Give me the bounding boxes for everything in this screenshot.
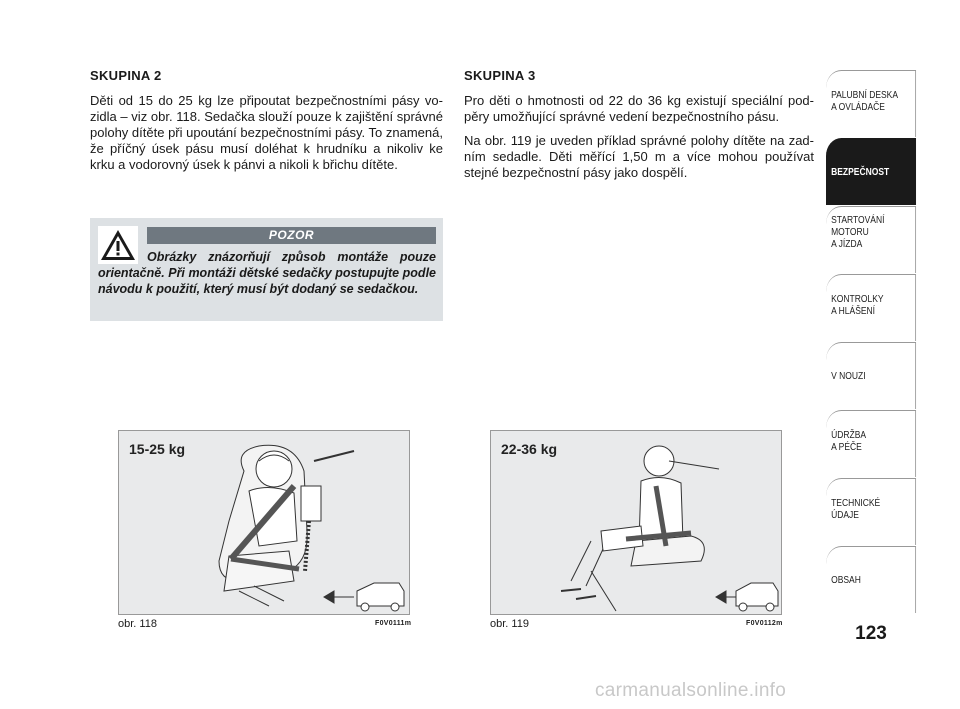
page-number: 123 — [855, 623, 887, 644]
section-paragraph: Pro děti o hmotnosti od 22 do 36 kg existují speciální podpěry umožňující správné vedení bezpečnostního pásu. — [464, 93, 814, 124]
warning-text: Obrázky znázorňují způsob montáže pouze orientačně. Při montáži dětské sedačky postupujte podle návodu k použití, který musí být dodaný se sedačkou. — [98, 250, 436, 296]
child-booster-illustration — [491, 431, 781, 614]
section-paragraph: Na obr. 119 je uveden příklad správné polohy dítěte na zadním sedadle. Děti měřící 1,50 m a více mohou používat stejné bezpečnostní pásy jako dospělí. — [464, 133, 814, 180]
section-heading: SKUPINA 2 — [90, 68, 162, 83]
watermark: carmanualsonline.info — [595, 680, 787, 701]
figure-118 — [118, 430, 410, 615]
tab-startovani[interactable]: STARTOVÁNÍ MOTORU A JÍZDA — [826, 206, 916, 273]
chapter-sidebar — [826, 70, 916, 614]
figure-code: F0V0111m — [375, 620, 412, 627]
figure-caption: obr. 119 — [490, 618, 529, 630]
figure-weight-label: 15-25 kg — [129, 441, 186, 457]
section-skupina-3 — [464, 68, 814, 189]
warning-box — [90, 218, 443, 321]
warning-header: POZOR — [147, 227, 436, 244]
tab-udrzba[interactable]: ÚDRŽBA A PÉČE — [826, 410, 916, 477]
figure-weight-label: 22-36 kg — [501, 441, 558, 457]
tab-technicke-udaje[interactable]: TECHNICKÉ ÚDAJE — [826, 478, 916, 545]
figure-code: F0V0112m — [746, 620, 783, 627]
figure-caption: obr. 118 — [118, 618, 157, 630]
section-body: Děti od 15 do 25 kg lze připoutat bezpečnostními pásy vozidla – viz obr. 118. Sedačka slouží pouze k zajištění správné polohy dítěte při upoutání bezpečnostními pásy. To znamená, že příčný úsek pásu musí doléhat k hrudníku a nikoliv ke krku a vodorovný úsek k pánvi a nikoli k břichu dítěte. — [90, 93, 443, 172]
tab-kontrolky[interactable]: KONTROLKY A HLÁŠENÍ — [826, 274, 916, 341]
figure-119 — [490, 430, 782, 615]
tab-bezpecnost[interactable]: BEZPEČNOST — [826, 138, 916, 205]
car-direction-icon — [716, 583, 778, 611]
car-direction-icon — [324, 583, 404, 611]
section-skupina-2 — [90, 68, 443, 181]
section-heading: SKUPINA 3 — [464, 68, 536, 83]
tab-obsah[interactable]: OBSAH — [826, 546, 916, 613]
tab-palubni-deska[interactable]: PALUBNÍ DESKA A OVLÁDAČE — [826, 70, 916, 137]
child-seat-illustration — [119, 431, 409, 614]
tab-v-nouzi[interactable]: V NOUZI — [826, 342, 916, 409]
